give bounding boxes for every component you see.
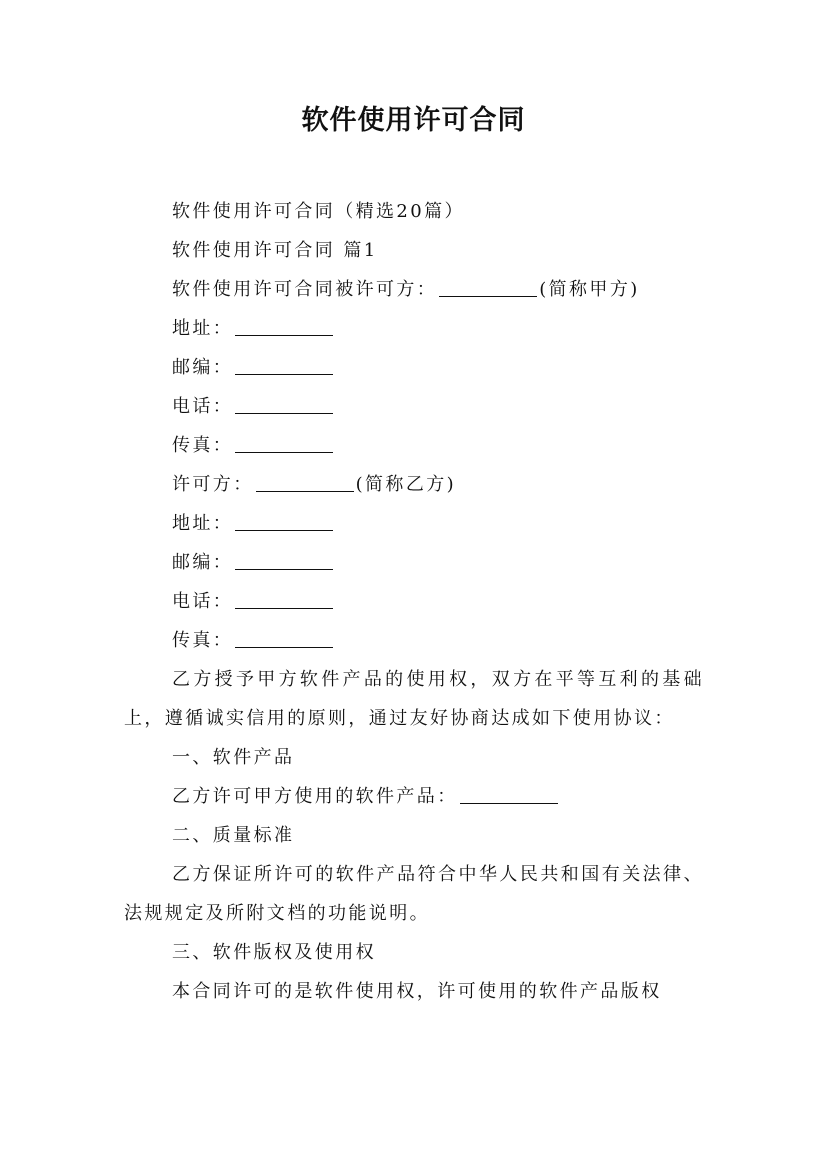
blank-field <box>235 508 333 531</box>
document-body <box>124 192 704 1011</box>
licensee-blank <box>439 274 537 297</box>
blank-field <box>235 586 333 609</box>
quality-paragraph: 乙方保证所许可的软件产品符合中华人民共和国有关法律、法规规定及所附文档的功能说明。 <box>124 864 704 924</box>
software-product-line: 乙方许可甲方使用的软件产品： <box>124 777 704 816</box>
licensee-address-line: 地址： <box>124 309 704 348</box>
blank-field <box>235 430 333 453</box>
blank-field <box>235 547 333 570</box>
licensor-postcode-line: 邮编： <box>124 543 704 582</box>
software-product-blank <box>460 781 558 804</box>
licensor-blank <box>256 469 354 492</box>
blank-field <box>235 391 333 414</box>
section-1-heading: 一、软件产品 <box>172 747 295 768</box>
section-title-line: 软件使用许可合同 篇1 <box>172 240 378 261</box>
licensee-phone-line: 电话： <box>124 387 704 426</box>
section-2-heading: 二、质量标准 <box>172 825 295 846</box>
licensee-line: 软件使用许可合同被许可方： (简称甲方) <box>124 270 704 309</box>
licensor-address-line: 地址： <box>124 504 704 543</box>
licensee-postcode-line: 邮编： <box>124 348 704 387</box>
licensor-phone-line: 电话： <box>124 582 704 621</box>
section-3-heading: 三、软件版权及使用权 <box>172 942 376 963</box>
document-title: 软件使用许可合同 <box>301 105 526 136</box>
subtitle-line: 软件使用许可合同（精选20篇） <box>172 201 465 222</box>
licensor-fax-line: 传真： <box>124 621 704 660</box>
blank-field <box>235 625 333 648</box>
copyright-paragraph: 本合同许可的是软件使用权，许可使用的软件产品版权 <box>172 981 662 1002</box>
licensee-fax-line: 传真： <box>124 426 704 465</box>
blank-field <box>235 313 333 336</box>
intro-paragraph: 乙方授予甲方软件产品的使用权，双方在平等互利的基础上，遵循诚实信用的原则，通过友好协商达成如下使用协议： <box>124 669 704 729</box>
blank-field <box>235 352 333 375</box>
licensor-line: 许可方： (简称乙方) <box>124 465 704 504</box>
